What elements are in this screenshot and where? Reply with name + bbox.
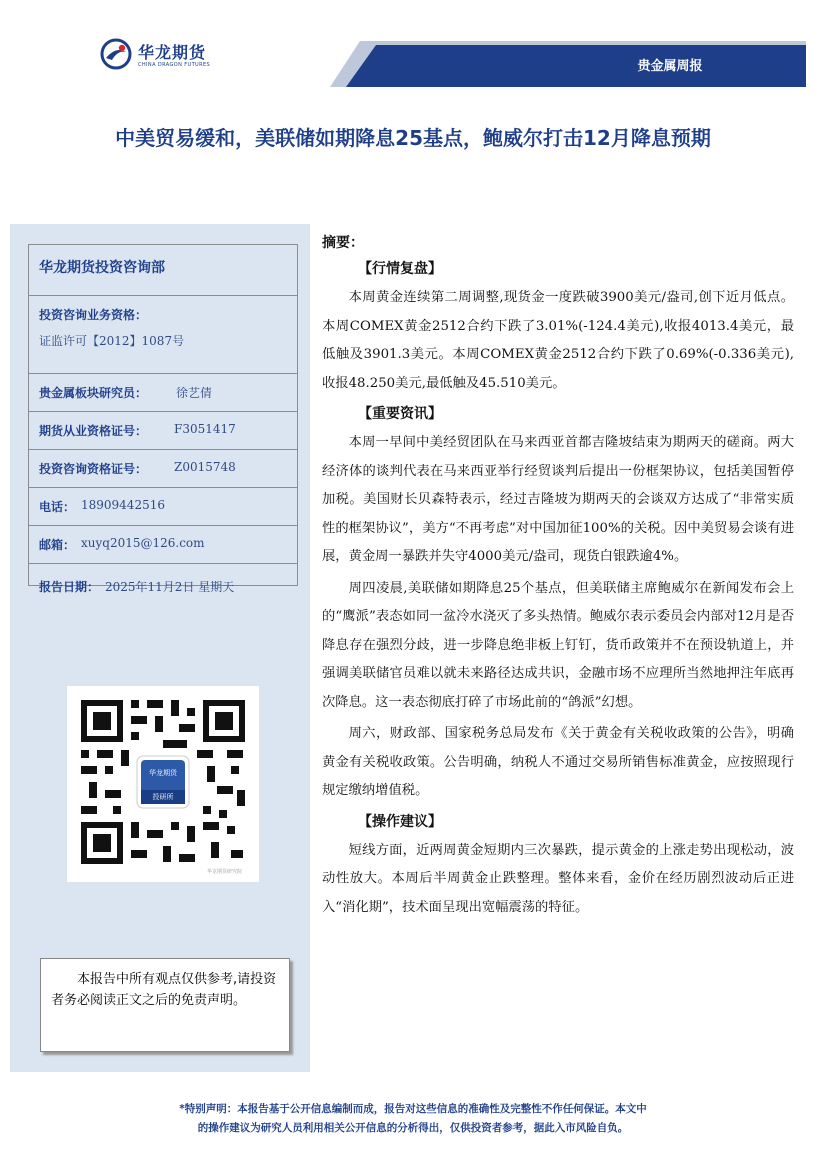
footer-line-1: *特别声明：本报告基于公开信息编制而成，报告对这些信息的准确性及完整性不作任何保证。本文中 bbox=[179, 1103, 647, 1115]
disclaimer-box bbox=[40, 958, 290, 1052]
dragon-logo-icon bbox=[100, 38, 132, 70]
qr-code-card bbox=[67, 686, 259, 882]
researcher-row bbox=[29, 373, 297, 412]
futures-cert-label: 期货从业资格证号： bbox=[39, 424, 148, 438]
news-paragraph: 本周一早间中美经贸团队在马来西亚首都吉隆坡结束为期两天的磋商。两大经济体的谈判代表在马来西亚举行经贸谈判后提出一份框架协议，包括美国暂停加税。美国财长贝森特表示，经过吉隆坡为期两天的会谈双方达成了“非常实质性的框架协议”，美方“不再考虑”对中国加征100%的关税。因中美贸易会谈有进展，黄金周一暴跌并失守4000美元/盎司，现货白银跌逾4%。 bbox=[322, 435, 794, 564]
summary-label: 摘要： bbox=[322, 235, 364, 251]
company-logo bbox=[100, 38, 220, 72]
date-row bbox=[29, 563, 297, 594]
qr-caption: 华龙期货研究院 bbox=[207, 869, 243, 875]
header-band bbox=[330, 41, 806, 87]
market-review-paragraph: 本周黄金连续第二周调整,现货金一度跌破3900美元/盎司,创下近月低点。本周COMEX黄金2512合约下跌了3.01%(-124.4美元),收报4013.4美元，最低触及3901.3美元。本周COMEX黄金2512合约下跌了0.69%(-0.336美元),收报48.250美元,最低触及45.510美元。 bbox=[322, 290, 794, 391]
brand-name: 华龙期货 bbox=[138, 43, 207, 62]
advisory-cert-row bbox=[29, 449, 297, 488]
section-heading-operation-advice: 【操作建议】 bbox=[358, 813, 442, 830]
qr-code-icon bbox=[67, 686, 259, 882]
futures-cert-value: F3051417 bbox=[174, 422, 236, 436]
footer-line-2: 的操作建议为研究人员利用相关公开信息的分析得出，仅供投资者参考，据此入市风险自负。 bbox=[197, 1122, 629, 1134]
license-row bbox=[29, 295, 297, 374]
sidebar bbox=[10, 224, 310, 1072]
researcher-value: 徐艺倩 bbox=[176, 386, 213, 400]
department-name: 华龙期货投资咨询部 bbox=[39, 260, 165, 276]
email-row bbox=[29, 525, 297, 564]
email-value: xuyq2015@126.com bbox=[81, 536, 205, 550]
section-heading-news: 【重要资讯】 bbox=[358, 406, 442, 422]
license-label: 投资咨询业务资格： bbox=[39, 308, 148, 322]
email-label: 邮箱： bbox=[39, 538, 76, 552]
contact-info-box bbox=[28, 244, 298, 594]
disclaimer-text: 本报告中所有观点仅供参考,请投资者务必阅读正文之后的免责声明。 bbox=[51, 972, 277, 1008]
brand-name-en: CHINA DRAGON FUTURES bbox=[138, 62, 211, 68]
main-content bbox=[322, 230, 794, 1070]
date-label: 报告日期： bbox=[39, 580, 100, 594]
advisory-cert-value: Z0015748 bbox=[174, 460, 236, 474]
phone-value: 18909442516 bbox=[81, 498, 165, 512]
section-heading-market-review: 【行情复盘】 bbox=[358, 261, 442, 277]
advisory-cert-label: 投资咨询资格证号： bbox=[39, 462, 148, 476]
phone-label: 电话： bbox=[39, 500, 76, 514]
date-value: 2025年11月2日 星期天 bbox=[105, 580, 235, 594]
futures-cert-row bbox=[29, 411, 297, 450]
license-value: 证监许可【2012】1087号 bbox=[39, 334, 185, 348]
qr-logo-bottom-text: 投研所 bbox=[152, 793, 174, 801]
report-type-label: 贵金属周报 bbox=[637, 59, 703, 74]
news-paragraph: 周四凌晨,美联储如期降息25个基点，但美联储主席鲍威尔在新闻发布会上的“鹰派”表态如同一盆冷水浇灭了多头热情。鲍威尔表示委员会内部对12月是否降息存在强烈分歧，进一步降息绝非板上钉钉，货币政策并不在预设轨道上，并强调美联储官员难以就未来路径达成共识，金融市场不应理所当然地押注年底再次降息。这一表态彻底打碎了市场此前的“鸽派”幻想。 bbox=[322, 580, 794, 710]
qr-logo-top-text: 华龙期货 bbox=[149, 769, 177, 777]
phone-row bbox=[29, 487, 297, 526]
news-paragraph: 周六，财政部、国家税务总局发布《关于黄金有关税收政策的公告》，明确黄金有关税收政策。公告明确，纳税人不通过交易所销售标准黄金，应按照现行规定缴纳增值税。 bbox=[322, 726, 794, 798]
page-title: 中美贸易缓和，美联储如期降息25基点，鲍威尔打击12月降息预期 bbox=[115, 126, 711, 150]
researcher-label: 贵金属板块研究员： bbox=[39, 386, 148, 400]
footer-disclaimer bbox=[40, 1100, 786, 1138]
operation-advice-paragraph: 短线方面，近两周黄金短期内三次暴跌，提示黄金的上涨走势出现松动，波动性放大。本周后半周黄金止跌整理。整体来看，金价在经历剧烈波动后正进入“消化期”，技术面呈现出宽幅震荡的特征。 bbox=[322, 842, 794, 915]
